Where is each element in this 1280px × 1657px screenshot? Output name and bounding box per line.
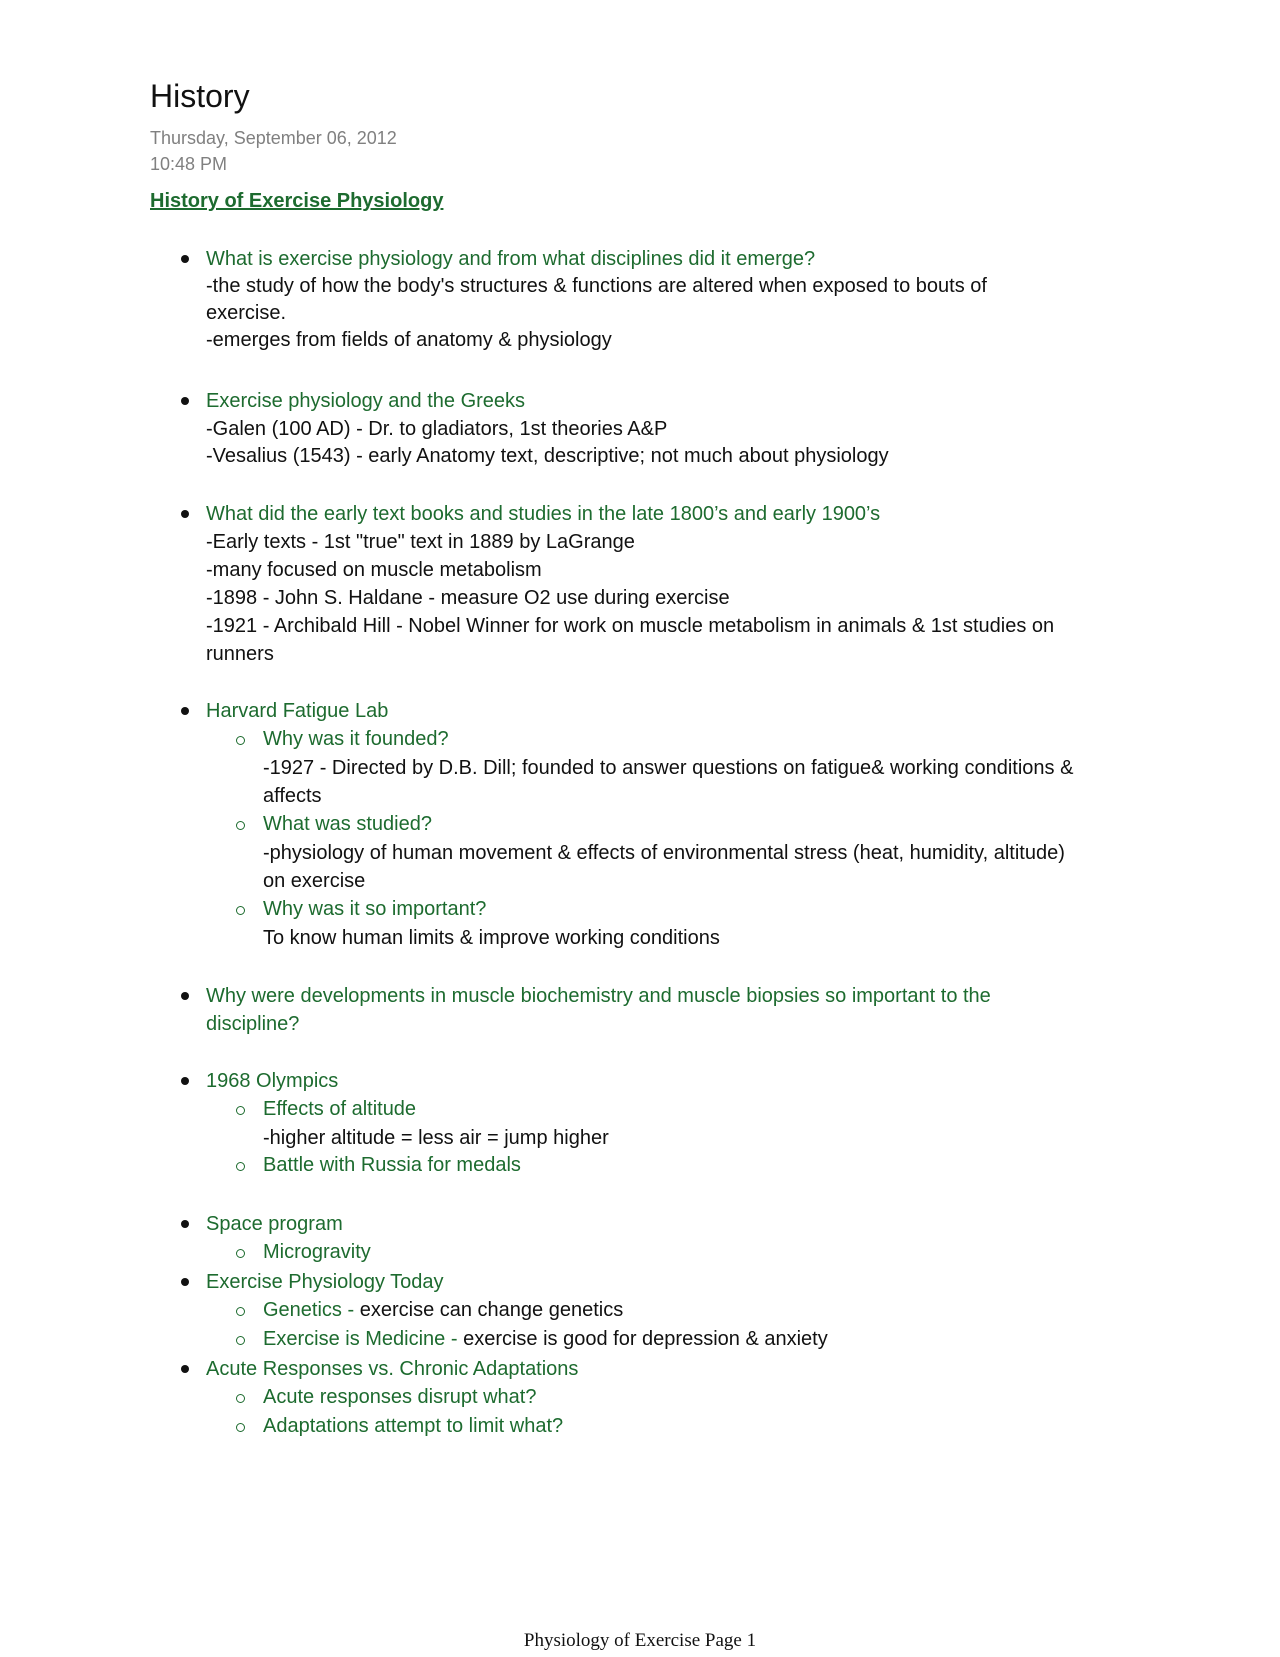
answer-line: -higher altitude = less air = jump higher bbox=[263, 1127, 609, 1149]
answer-line: -Early texts - 1st "true" text in 1889 by LaGrange bbox=[206, 531, 635, 553]
sub-bullet-icon bbox=[236, 1106, 245, 1115]
subtopic-detail: exercise can change genetics bbox=[354, 1299, 624, 1321]
sub-bullet-icon bbox=[236, 1162, 245, 1171]
sub-bullet-icon bbox=[236, 906, 245, 915]
question-exercise-physiology: What is exercise physiology and from what disciplines did it emerge? bbox=[206, 248, 816, 270]
subquestion: What was studied? bbox=[263, 813, 432, 835]
subquestion: Adaptations attempt to limit what? bbox=[263, 1415, 564, 1437]
bullet-icon bbox=[181, 397, 189, 405]
subquestion: Why was it so important? bbox=[263, 898, 487, 920]
subtopic: Microgravity bbox=[263, 1241, 371, 1263]
sub-bullet-icon bbox=[236, 1249, 245, 1258]
sub-bullet-icon bbox=[236, 1307, 245, 1316]
answer-line: -emerges from fields of anatomy & physiology bbox=[206, 329, 612, 351]
topic-space-program: Space program bbox=[206, 1213, 343, 1235]
answer-line: To know human limits & improve working conditions bbox=[263, 927, 720, 949]
answer-line: -1927 - Directed by D.B. Dill; founded to answer questions on fatigue& working conditions & bbox=[263, 757, 1074, 779]
bullet-icon bbox=[181, 1365, 189, 1373]
subtopic-genetics bbox=[263, 1297, 623, 1323]
page-footer: Physiology of Exercise Page 1 bbox=[523, 1630, 757, 1651]
answer-line: on exercise bbox=[263, 870, 366, 892]
answer-line: -many focused on muscle metabolism bbox=[206, 559, 542, 581]
answer-line: -Vesalius (1543) - early Anatomy text, descriptive; not much about physiology bbox=[206, 445, 889, 467]
bullet-icon bbox=[181, 992, 189, 1000]
note-date: Thursday, September 06, 2012 bbox=[150, 128, 397, 148]
bullet-icon bbox=[181, 1220, 189, 1228]
subtopic: Effects of altitude bbox=[263, 1098, 417, 1120]
topic-exercise-physiology-today: Exercise Physiology Today bbox=[206, 1271, 444, 1293]
bullet-icon bbox=[181, 510, 189, 518]
bullet-icon bbox=[181, 1278, 189, 1286]
subquestion: Why was it founded? bbox=[263, 728, 449, 750]
sub-bullet-icon bbox=[236, 821, 245, 830]
question-early-texts: What did the early text books and studies in the late 1800’s and early 1900’s bbox=[206, 503, 881, 525]
topic-acute-vs-chronic: Acute Responses vs. Chronic Adaptations bbox=[206, 1358, 579, 1380]
subtopic-detail: exercise is good for depression & anxiety bbox=[457, 1328, 828, 1350]
sub-bullet-icon bbox=[236, 1336, 245, 1345]
answer-line: -physiology of human movement & effects of environmental stress (heat, humidity, altitude) bbox=[263, 842, 1065, 864]
section-heading: History of Exercise Physiology bbox=[150, 190, 444, 212]
bullet-icon bbox=[181, 255, 189, 263]
answer-line: runners bbox=[206, 643, 274, 665]
subtopic-exercise-is-medicine bbox=[263, 1326, 828, 1352]
question-biochemistry-cont: discipline? bbox=[206, 1013, 300, 1035]
answer-line: -the study of how the body's structures & functions are altered when exposed to bouts of bbox=[206, 275, 987, 297]
note-time: 10:48 PM bbox=[150, 154, 228, 174]
question-greeks: Exercise physiology and the Greeks bbox=[206, 390, 526, 412]
answer-line: affects bbox=[263, 785, 322, 807]
bullet-icon bbox=[181, 1077, 189, 1085]
answer-line: -1921 - Archibald Hill - Nobel Winner for work on muscle metabolism in animals & 1st studies on bbox=[206, 615, 1055, 637]
page-title: History bbox=[150, 78, 250, 114]
topic-1968-olympics: 1968 Olympics bbox=[206, 1070, 339, 1092]
answer-line: -Galen (100 AD) - Dr. to gladiators, 1st theories A&P bbox=[206, 418, 668, 440]
answer-line: exercise. bbox=[206, 302, 287, 324]
topic-harvard-fatigue-lab: Harvard Fatigue Lab bbox=[206, 700, 389, 722]
subquestion: Acute responses disrupt what? bbox=[263, 1386, 537, 1408]
sub-bullet-icon bbox=[236, 1423, 245, 1432]
sub-bullet-icon bbox=[236, 1394, 245, 1403]
subtopic-label: Exercise is Medicine - bbox=[263, 1328, 458, 1350]
bullet-icon bbox=[181, 707, 189, 715]
subtopic: Battle with Russia for medals bbox=[263, 1154, 521, 1176]
answer-line: -1898 - John S. Haldane - measure O2 use during exercise bbox=[206, 587, 730, 609]
subtopic-label: Genetics - bbox=[263, 1299, 355, 1321]
sub-bullet-icon bbox=[236, 736, 245, 745]
question-biochemistry: Why were developments in muscle biochemistry and muscle biopsies so important to the bbox=[206, 985, 991, 1007]
